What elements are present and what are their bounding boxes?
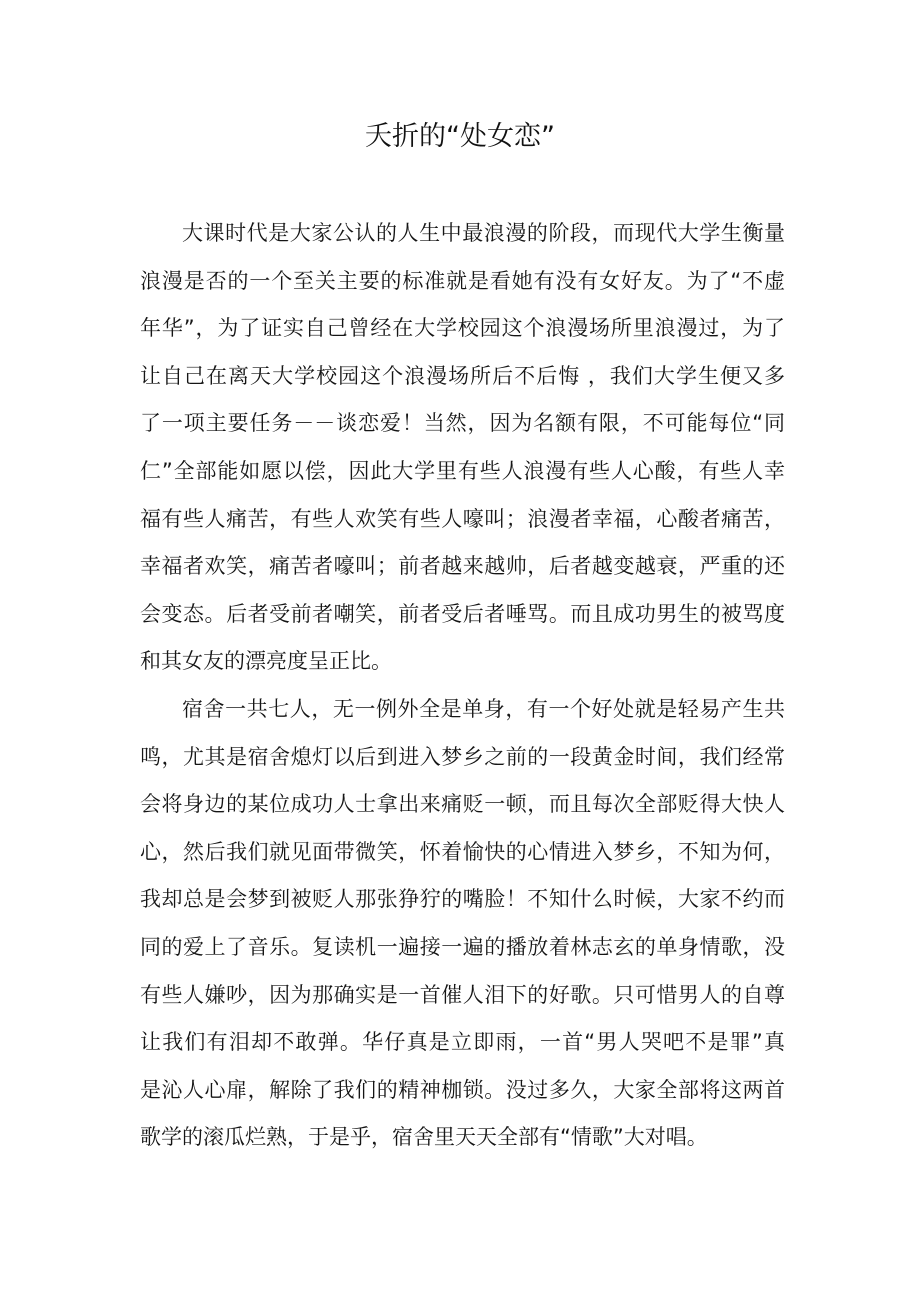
- text-line: 会变态。后者受前者嘲笑，前者受后者唾骂。而且成功男生的被骂度: [140, 601, 785, 626]
- text-line: 了一项主要任务－－谈恋爱！当然，因为名额有限，不可能每位“同: [140, 411, 785, 436]
- text-line: 心，然后我们就见面带微笑，怀着愉快的心情进入梦乡，不知为何，: [140, 839, 785, 864]
- text-line: 让我们有泪却不敢弹。华仔真是立即雨，一首“男人哭吧不是罪”真: [140, 1030, 785, 1055]
- text-line: 年华”，为了证实自己曾经在大学校园这个浪漫场所里浪漫过，为了: [140, 316, 785, 341]
- text-line: 仁”全部能如愿以偿，因此大学里有些人浪漫有些人心酸，有些人幸: [140, 458, 785, 483]
- text-line: 我却总是会梦到被贬人那张狰狞的嘴脸！不知什么时候，大家不约而: [140, 887, 785, 912]
- text-line: 是沁人心扉，解除了我们的精神枷锁。没过多久，大家全部将这两首: [140, 1077, 785, 1102]
- text-line: 让自己在离天大学校园这个浪漫场所后不后悔 ，我们大学生便又多: [140, 363, 785, 388]
- text-line: 和其女友的漂亮度呈正比。: [140, 649, 392, 674]
- text-line: 会将身边的某位成功人士拿出来痛贬一顿，而且每次全部贬得大快人: [140, 792, 785, 817]
- text-line: 大课时代是大家公认的人生中最浪漫的阶段，而现代大学生衡量: [182, 221, 785, 245]
- text-line: 歌学的滚瓜烂熟，于是乎，宿舍里天天全部有“情歌”大对唱。: [140, 1125, 708, 1150]
- text-line: 鸣，尤其是宿舍熄灯以后到进入梦乡之前的一段黄金时间，我们经常: [140, 744, 785, 769]
- text-line: 宿舍一共七人，无一例外全是单身，有一个好处就是轻易产生共: [182, 696, 785, 721]
- text-line: 浪漫是否的一个至关主要的标准就是看她有没有女好友。为了“不虚: [140, 268, 785, 293]
- text-line: 福有些人痛苦，有些人欢笑有些人嚎叫；浪漫者幸福，心酸者痛苦，: [140, 506, 785, 531]
- text-line: 同的爱上了音乐。复读机一遍接一遍的播放着林志玄的单身情歌，没: [140, 934, 785, 959]
- text-line: 幸福者欢笑，痛苦者嚎叫；前者越来越帅，后者越变越衰，严重的还: [140, 554, 785, 579]
- text-line: 有些人嫌吵，因为那确实是一首催人泪下的好歌。只可惜男人的自尊: [140, 982, 785, 1007]
- document-title: 夭折的“处女恋”: [365, 121, 555, 152]
- document-body: [140, 210, 785, 1162]
